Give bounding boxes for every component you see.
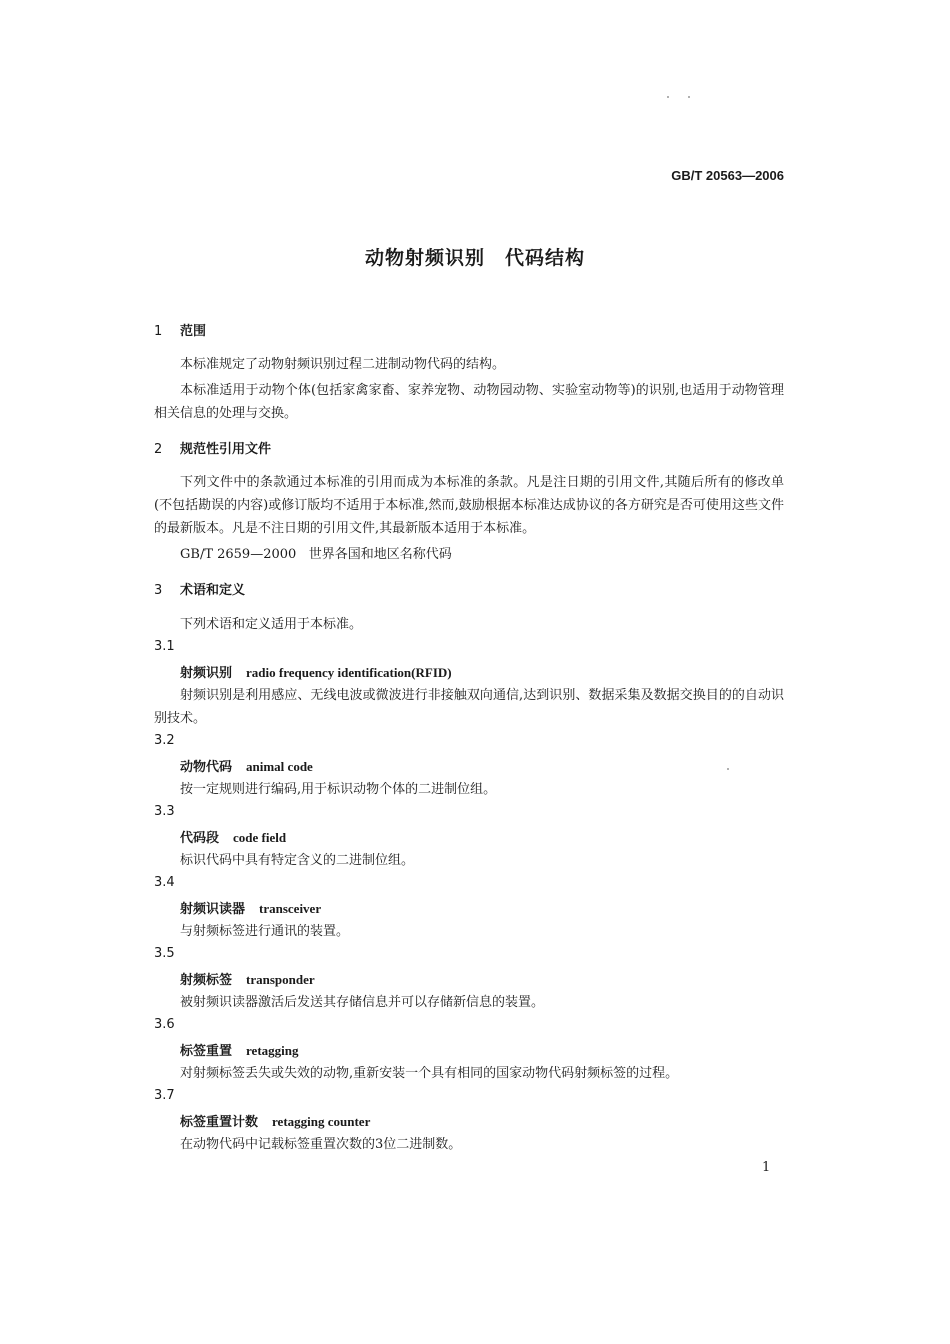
scope-paragraph-2: 本标准适用于动物个体(包括家禽家畜、家养宠物、动物园动物、实验室动物等)的识别,也适用于动物管理相关信息的处理与交换。 [154, 383, 784, 421]
scan-speck [667, 96, 669, 98]
scope-paragraph-1: 本标准规定了动物射频识别过程二进制动物代码的结构。 [180, 357, 506, 372]
term-en: transponder [246, 972, 315, 987]
page-number: 1 [762, 1160, 771, 1175]
term-cn: 射频标签 [180, 973, 233, 988]
clause-number: 3.5 [154, 946, 175, 961]
term-en: transceiver [259, 901, 322, 916]
term-definition: 按一定规则进行编码,用于标识动物个体的二进制位组。 [180, 782, 497, 797]
clause-number: 3.2 [154, 733, 175, 748]
document-title: 动物射频识别 代码结构 [364, 247, 585, 269]
term-definition: 对射频标签丢失或失效的动物,重新安装一个具有相同的国家动物代码射频标签的过程。 [180, 1066, 679, 1081]
section-number: 2 [154, 442, 163, 457]
reference-title: 世界各国和地区名称代码 [308, 547, 452, 562]
section-title: 术语和定义 [180, 583, 246, 598]
reference-entry [180, 543, 452, 566]
term-entry [180, 1040, 299, 1059]
term-definition: 标识代码中具有特定含义的二进制位组。 [180, 853, 415, 868]
standard-code: GB/T 20563—2006 [671, 168, 784, 183]
terms-intro: 下列术语和定义适用于本标准。 [180, 617, 363, 632]
reference-code: GB/T 2659—2000 [180, 547, 297, 562]
term-entry [180, 662, 452, 681]
section-title: 范围 [180, 324, 207, 339]
term-en: code field [233, 830, 287, 845]
clause-number: 3.3 [154, 804, 175, 819]
term-en: retagging [246, 1043, 299, 1058]
section-heading-normative-references [154, 438, 271, 457]
section-number: 3 [154, 583, 163, 598]
term-cn: 标签重置计数 [180, 1115, 259, 1130]
term-definition: 被射频识读器激活后发送其存储信息并可以存储新信息的装置。 [180, 995, 545, 1010]
references-paragraph: 下列文件中的条款通过本标准的引用而成为本标准的条款。凡是注日期的引用文件,其随后所有的修改单(不包括勘误的内容)或修订版均不适用于本标准,然而,鼓励根据本标准达成协议的各方研究是否可使用这些文件的最新版本。凡是不注日期的引用文件,其最新版本适用于本标准。 [154, 475, 784, 536]
term-en: radio frequency identification(RFID) [246, 665, 452, 680]
term-entry [180, 827, 286, 846]
term-entry [180, 756, 313, 775]
term-en: retagging counter [272, 1114, 371, 1129]
scan-speck [727, 768, 729, 770]
section-heading-scope [154, 320, 206, 339]
term-cn: 标签重置 [180, 1044, 233, 1059]
clause-number: 3.4 [154, 875, 175, 890]
section-heading-terms [154, 579, 245, 598]
term-cn: 代码段 [180, 831, 220, 846]
term-entry [180, 1111, 370, 1130]
scan-speck [688, 96, 690, 98]
term-entry [180, 898, 321, 917]
term-cn: 射频识读器 [180, 902, 246, 917]
term-definition: 射频识别是利用感应、无线电波或微波进行非接触双向通信,达到识别、数据采集及数据交换目的的自动识别技术。 [154, 688, 784, 726]
term-en: animal code [246, 759, 313, 774]
term-entry [180, 969, 315, 988]
section-number: 1 [154, 324, 163, 339]
term-cn: 射频识别 [180, 666, 233, 681]
clause-number: 3.1 [154, 639, 175, 654]
term-cn: 动物代码 [180, 760, 233, 775]
clause-number: 3.6 [154, 1017, 175, 1032]
term-definition: 在动物代码中记载标签重置次数的3位二进制数。 [180, 1137, 462, 1152]
section-title: 规范性引用文件 [180, 442, 272, 457]
term-definition: 与射频标签进行通讯的装置。 [180, 924, 350, 939]
clause-number: 3.7 [154, 1088, 175, 1103]
